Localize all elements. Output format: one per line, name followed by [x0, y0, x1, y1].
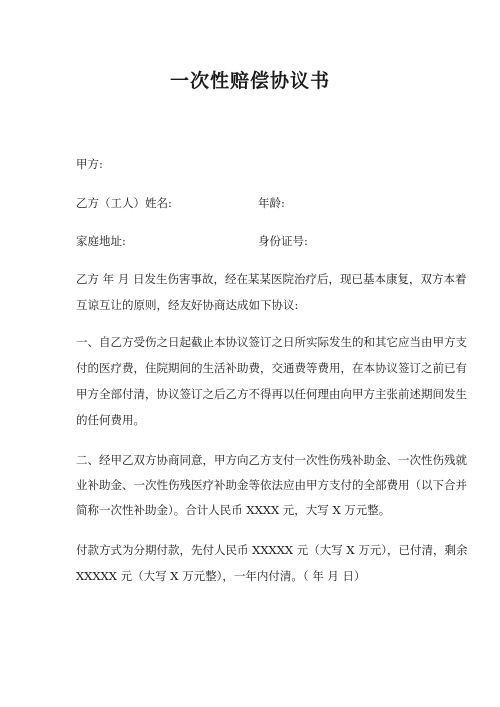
- clause2-line: 二、经甲乙双方协商同意，甲方向乙方支付一次性伤残补助金、一次性伤残就: [76, 453, 467, 467]
- clause2-line: 业补助金、一次性伤残医疗补助金等依法应由甲方支付的全部费用（以下合并: [76, 478, 467, 492]
- intro-line: 互谅互让的原则，经友好协商达成如下协议:: [76, 298, 299, 312]
- payment-line: 付款方式为分期付款，先付人民币 XXXXX 元（大写 X 万元），已付清，剩余: [76, 543, 468, 557]
- clause1-line: 付的医疗费，住院期间的生活补助费，交通费等费用，在本协议签订之前已有: [76, 361, 467, 375]
- payment-line: XXXXX 元（大写 X 万元整），一年内付清。（ 年 月 日）: [76, 569, 366, 583]
- party-a-label: 甲方:: [76, 157, 103, 171]
- id-number-label: 身份证号:: [258, 234, 308, 248]
- clause2-line: 简称一次性补助金）。合计人民币 XXXX 元，大写 X 万元整。: [76, 503, 391, 517]
- document-title: 一次性赔偿协议书: [169, 70, 330, 92]
- age-label: 年龄:: [258, 196, 285, 210]
- party-b-name-label: 乙方（工人）姓名:: [76, 196, 172, 210]
- intro-line: 乙方 年 月 日发生伤害事故，经在某某医院治疗后，现已基本康复，双方本着: [76, 272, 467, 286]
- clause1-line: 甲方全部付清，协议签订之后乙方不得再以任何理由向甲方主张前述期间发生: [76, 387, 467, 401]
- address-label: 家庭地址:: [76, 234, 126, 248]
- clause1-line: 的任何费用。: [76, 413, 145, 427]
- clause1-line: 一、自乙方受伤之日起截止本协议签订之日所实际发生的和其它应当由甲方支: [76, 335, 467, 349]
